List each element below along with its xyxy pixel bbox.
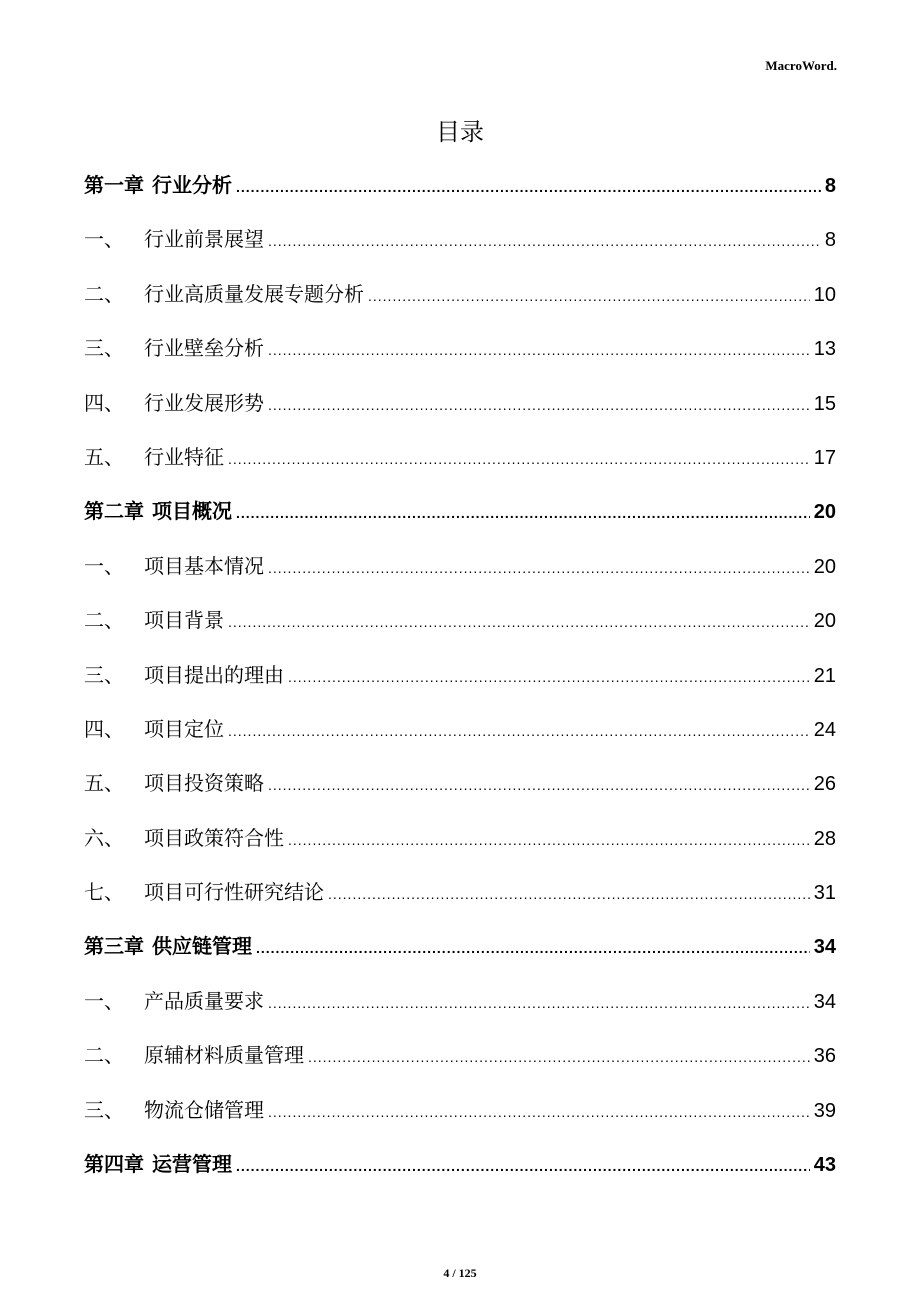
toc-entry-number: 第三章 <box>84 934 144 959</box>
toc-entry-title: 运营管理 <box>152 1152 232 1177</box>
toc-section-entry[interactable] <box>84 702 836 756</box>
toc-entry-page: 20 <box>813 501 836 524</box>
toc-entry-title: 项目提出的理由 <box>144 662 284 687</box>
toc-dot-leader <box>328 867 810 921</box>
toc-entry-number: 二、 <box>84 1043 124 1068</box>
toc-dot-leader <box>368 269 810 323</box>
toc-entry-number: 七、 <box>84 880 124 905</box>
toc-entry-number: 一、 <box>84 988 124 1013</box>
toc-entry-title: 项目基本情况 <box>144 553 264 578</box>
toc-dot-leader <box>228 595 810 649</box>
toc-entry-number: 一、 <box>84 553 124 578</box>
toc-dot-leader <box>228 432 810 486</box>
toc-entry-number: 三、 <box>84 336 124 361</box>
toc-entry-page: 10 <box>813 283 836 306</box>
toc-chapter-entry[interactable] <box>84 919 836 973</box>
toc-entry-title: 物流仓储管理 <box>144 1097 264 1122</box>
toc-section-entry[interactable] <box>84 539 836 593</box>
toc-entry-page: 20 <box>813 555 836 578</box>
toc-entry-title: 项目背景 <box>144 608 224 633</box>
toc-entry-title: 项目可行性研究结论 <box>144 880 324 905</box>
toc-entry-number: 四、 <box>84 390 124 415</box>
toc-dot-leader <box>268 378 810 432</box>
toc-entry-page: 39 <box>813 1099 836 1122</box>
toc-section-entry[interactable] <box>84 811 836 865</box>
toc-entry-title: 原辅材料质量管理 <box>144 1043 304 1068</box>
toc-entry-title: 项目概况 <box>152 499 232 524</box>
toc-entry-page: 43 <box>813 1154 836 1177</box>
toc-dot-leader <box>228 704 810 758</box>
toc-entry-title: 行业高质量发展专题分析 <box>144 281 364 306</box>
toc-section-entry[interactable] <box>84 648 836 702</box>
toc-entry-title: 产品质量要求 <box>144 988 264 1013</box>
toc-entry-page: 26 <box>813 773 836 796</box>
toc-section-entry[interactable] <box>84 1028 836 1082</box>
toc-entry-number: 四、 <box>84 716 124 741</box>
toc-entry-title: 行业发展形势 <box>144 390 264 415</box>
toc-chapter-entry[interactable] <box>84 158 836 212</box>
toc-entry-page: 31 <box>813 882 836 905</box>
toc-section-entry[interactable] <box>84 212 836 266</box>
toc-entry-title: 项目政策符合性 <box>144 825 284 850</box>
toc-entry-page: 15 <box>813 392 836 415</box>
toc-entry-number: 三、 <box>84 662 124 687</box>
page-number: 4 / 125 <box>443 1266 477 1280</box>
toc-dot-leader <box>236 1139 810 1193</box>
toc-dot-leader <box>268 1085 810 1139</box>
toc-entry-page: 34 <box>813 936 836 959</box>
toc-entry-title: 行业分析 <box>152 173 232 197</box>
toc-chapter-entry[interactable] <box>84 484 836 538</box>
toc-entry-number: 二、 <box>84 281 124 306</box>
toc-dot-leader <box>268 976 810 1030</box>
toc-dot-leader <box>268 758 810 812</box>
toc-entry-number: 第二章 <box>84 499 144 524</box>
toc-dot-leader <box>308 1030 810 1084</box>
toc-entry-number: 五、 <box>84 771 124 796</box>
toc-dot-leader <box>236 486 810 540</box>
toc-section-entry[interactable] <box>84 430 836 484</box>
toc-entry-page: 36 <box>813 1045 836 1068</box>
toc-entry-page: 21 <box>813 664 836 687</box>
toc-entry-page: 17 <box>813 446 836 469</box>
toc-entry-number: 二、 <box>84 608 124 633</box>
toc-entry-page: 8 <box>824 229 836 252</box>
toc-section-entry[interactable] <box>84 593 836 647</box>
toc-entry-page: 13 <box>813 338 836 361</box>
toc-section-entry[interactable] <box>84 267 836 321</box>
toc-list <box>84 158 836 1191</box>
toc-entry-page: 24 <box>813 718 836 741</box>
toc-section-entry[interactable] <box>84 756 836 810</box>
toc-entry-number: 第四章 <box>84 1152 144 1177</box>
toc-chapter-entry[interactable] <box>84 1137 836 1191</box>
toc-entry-page: 8 <box>824 175 836 197</box>
toc-entry-title: 行业壁垒分析 <box>144 336 264 361</box>
toc-entry-number: 第一章 <box>84 173 144 197</box>
toc-entry-title: 项目投资策略 <box>144 771 264 796</box>
toc-section-entry[interactable] <box>84 1083 836 1137</box>
toc-dot-leader <box>288 650 810 704</box>
toc-entry-title: 项目定位 <box>144 716 224 741</box>
toc-entry-number: 一、 <box>84 227 124 252</box>
toc-dot-leader <box>236 160 821 214</box>
toc-section-entry[interactable] <box>84 376 836 430</box>
toc-dot-leader <box>288 813 810 867</box>
toc-entry-title: 供应链管理 <box>152 934 252 959</box>
toc-entry-number: 三、 <box>84 1097 124 1122</box>
toc-entry-page: 20 <box>813 610 836 633</box>
toc-dot-leader <box>256 921 810 975</box>
toc-entry-page: 34 <box>813 990 836 1013</box>
toc-dot-leader <box>268 323 810 377</box>
toc-entry-title: 行业特征 <box>144 444 224 469</box>
header-brand: MacroWord. <box>765 58 837 73</box>
toc-entry-page: 28 <box>813 827 836 850</box>
toc-dot-leader <box>268 541 810 595</box>
toc-section-entry[interactable] <box>84 974 836 1028</box>
toc-entry-title: 行业前景展望 <box>144 227 264 252</box>
toc-section-entry[interactable] <box>84 321 836 375</box>
toc-title: 目录 <box>436 118 484 146</box>
toc-section-entry[interactable] <box>84 865 836 919</box>
toc-dot-leader <box>268 214 821 268</box>
toc-entry-number: 六、 <box>84 825 124 850</box>
toc-entry-number: 五、 <box>84 444 124 469</box>
